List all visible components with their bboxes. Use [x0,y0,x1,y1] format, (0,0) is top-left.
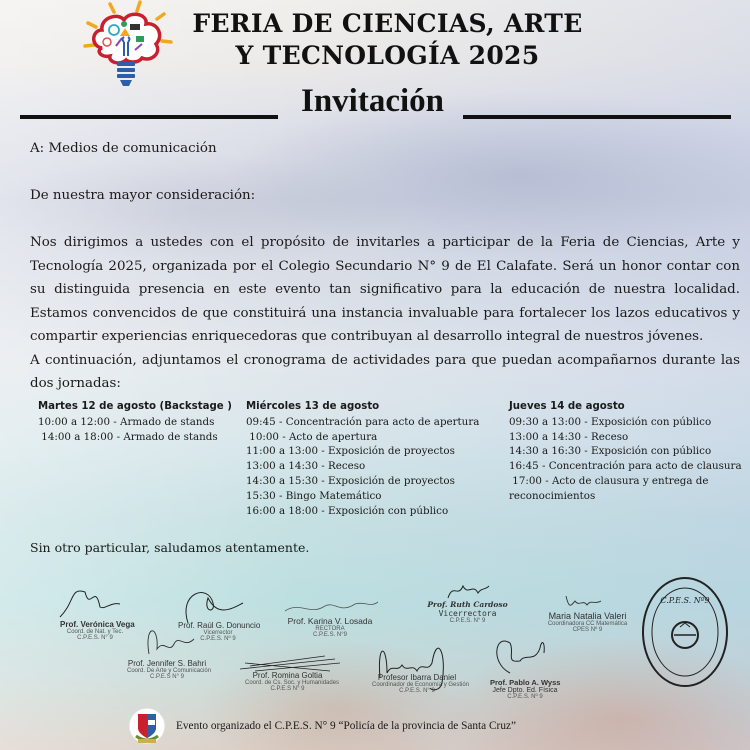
footer-text: Evento organizado el C.P.E.S. N° 9 “Policía de la provincia de Santa Cruz” [176,720,516,732]
greeting-line: De nuestra mayor consideración: [30,188,256,203]
page-title [190,8,585,72]
signer-role: Jefe Dpto. Ed. Física [492,687,558,694]
schedule-item: 14:30 a 16:30 - Exposición con público [509,445,712,458]
signature-donuncio [178,621,261,642]
signer-institution: CPES Nº 9 [572,627,603,633]
signer-role: Coordinadora CC Matemática [547,621,628,627]
signature-goltia [245,671,340,692]
schedule-item: 13:00 a 14:30 - Receso [509,430,629,443]
signer-role: Vicerrectora [438,609,497,618]
schedule-item: 14:00 a 18:00 - Armado de stands [38,430,218,443]
day-title: Jueves 14 de agosto [509,401,625,412]
signer-institution: C.P.E.S N° 9 [150,674,184,680]
signer-role: Coord. de Nat. y Tec. [66,629,124,635]
schedule-day-tuesday [38,400,232,444]
signature-valeri [545,611,630,633]
schedule-item: 13:00 a 14:30 - Receso [246,460,366,473]
paragraph-schedule-intro: A continuación, adjuntamos el cronograma de actividades para que puedan acompañarnos durante las dos jornadas: [30,352,740,391]
recipient-line: A: Medios de comunicación [30,141,217,156]
schedule-item: 15:30 - Bingo Matemático [246,489,382,502]
handwritten-signature-icon [561,591,611,611]
schedule-item: 10:00 a 12:00 - Armado de stands [38,415,215,428]
signer-name: Maria Natalia Valeri [548,611,627,621]
signature-wyss [490,678,560,700]
official-seal-icon [640,575,730,690]
letter-body [30,231,740,396]
signer-role: Coordinador de Economía y Gestión [372,682,470,688]
signature-bahri [127,659,212,680]
signer-name: Prof. Jennifer S. Bahri [127,659,207,668]
invitation-heading-row [20,82,730,122]
schedule-item: 09:30 a 13:00 - Exposición con público [509,415,712,428]
schedule-item: reconocimientos [509,489,596,502]
schedule-item: 09:45 - Concentración para acto de apertura [246,415,480,428]
signer-name: Prof. Karina V. Losada [287,616,373,626]
signer-name: Prof. Pablo A. Wyss [490,678,561,687]
schedule-item: 10:00 - Acto de apertura [246,430,378,443]
heading-rule-left [20,115,278,119]
lightbulb-brain-icon [80,0,175,88]
signer-institution: C.P.E.S N° 9 [270,686,305,692]
signature-cardoso [425,600,510,624]
schedule-item: 16:45 - Concentración para acto de clausura [509,460,742,473]
signer-role: Coord. de Cs. Soc. y Humanidades [245,680,340,686]
signer-institution: C.P.E.S. N° 9 [449,618,486,624]
signer-institution: C.P.E.S. Nº 9 [200,636,236,642]
signer-role: RECTORA [315,626,345,632]
paragraph-invitation: Nos dirigimos a ustedes con el propósito de invitarles a participar de la Feria de Ciencias, Arte y Tecnología 2025, organizada por el Colegio Secundario N° 9 de El Calafate. Será un honor contar con su distinguida presencia en este evento tan significativo para la educación de nuestra localidad. Estamos convencidos de que constituirá una instancia invaluable para fortalecer los lazos educativos y compartir experiencias enriquecedoras que contribuyan al desarrollo integral de nuestros jóvenes. [30,235,740,344]
day-title: Miércoles 13 de agosto [246,401,380,412]
closing-line: Sin otro particular, saludamos atentamente. [30,540,310,555]
signer-name: Profesor Ibarra Daniel [377,673,457,682]
handwritten-signature-icon [55,582,125,622]
heading-rule-right [463,115,731,119]
invitation-heading: Invitación [300,83,445,119]
signer-name: Prof. Raúl G. Donuncio [178,621,261,630]
school-crest-icon [128,706,166,746]
title-line-1: FERIA DE CIENCIAS, ARTE [192,9,583,38]
day-title: Martes 12 de agosto (Backstage ) [38,401,232,412]
schedule-day-thursday [509,400,749,504]
signer-institution: C.P.E.S. Nº 9 [507,694,543,700]
title-line-2: Y TECNOLOGÍA 2025 [235,41,540,70]
signer-institution: C.P.E.S. N° 9 [77,635,113,641]
signature-ibarra [372,673,470,694]
schedule-item: 11:00 a 13:00 - Exposición de proyectos [246,445,455,458]
footer [128,706,628,746]
schedule-item: 14:30 a 15:30 - Exposición de proyectos [246,474,455,487]
schedule-day-wednesday [246,400,479,518]
signer-institution: C.P.E.S. N°9 [313,632,347,638]
signer-name: Prof. Ruth Cardoso [427,600,508,609]
signer-name: Prof. Verónica Vega [60,620,135,629]
signer-role: Coord. De Arte y Comunicación [127,668,212,674]
signature-losada [285,616,375,638]
signer-institution: C.P.E.S. N° 9 [399,688,435,694]
svg-text:C.P.E.S. Nº9: C.P.E.S. Nº9 [660,596,710,605]
signer-role: Vicerrector [203,630,233,636]
signer-name: Prof. Romina Goltia [252,671,323,680]
schedule-item: 17:00 - Acto de clausura y entrega de [509,474,709,487]
schedule-item: 16:00 a 18:00 - Exposición con público [246,504,449,517]
signature-vega [60,620,135,641]
